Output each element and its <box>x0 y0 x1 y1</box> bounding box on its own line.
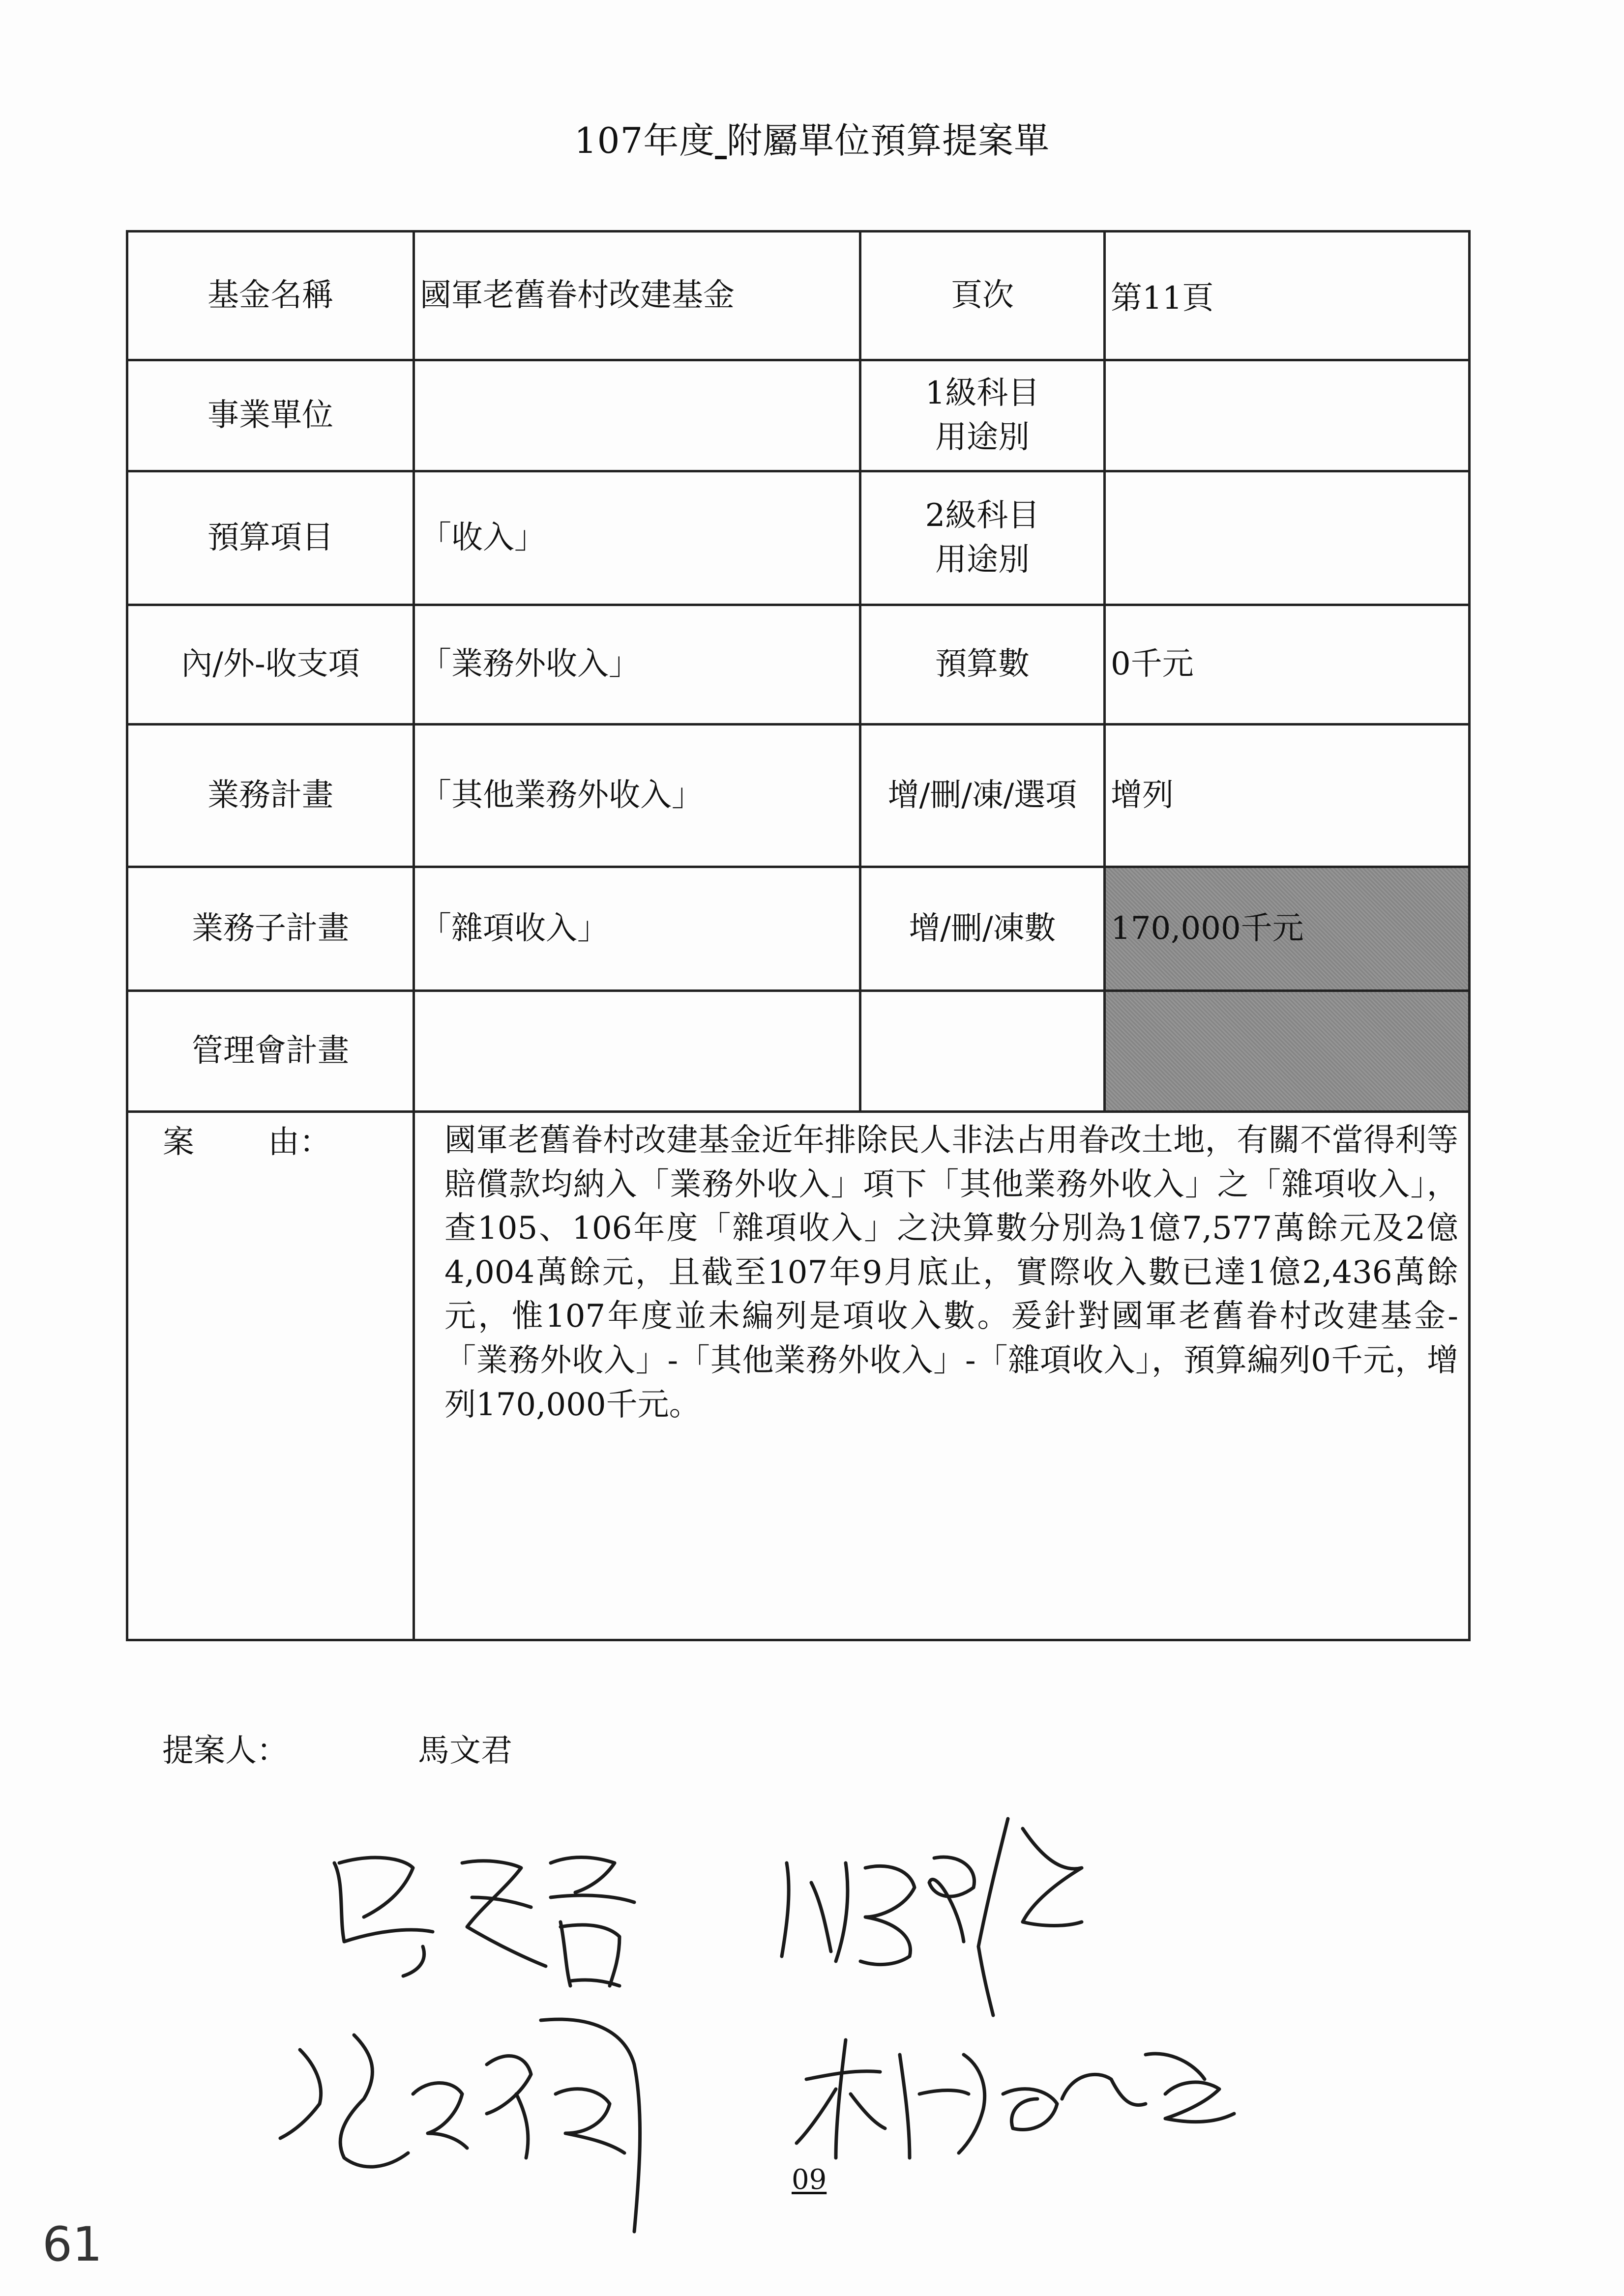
proposer-name: 馬文君 <box>418 1733 512 1769</box>
title-year: 107年度 <box>574 120 715 161</box>
action-amount-label: 增/刪/凍數 <box>860 867 1105 991</box>
signature-3 <box>280 2019 640 2232</box>
business-unit-label: 事業單位 <box>127 360 414 471</box>
income-expense-label: 內/外-收支項 <box>127 605 414 725</box>
business-plan-label: 業務計畫 <box>127 725 414 867</box>
page-value: 第11頁 <box>1105 232 1470 360</box>
business-subplan-value: 「雜項收入」 <box>414 867 860 991</box>
case-label-b: 由： <box>268 1124 331 1161</box>
level2-subject-line1: 2級科目 <box>925 497 1040 534</box>
level1-subject-line1: 1級科目 <box>925 375 1040 411</box>
action-amount-value: 170,000千元 <box>1105 867 1470 991</box>
action-option-label: 增/刪/凍/選項 <box>860 725 1105 867</box>
signature-4 <box>797 2040 1234 2158</box>
budget-amount-label: 預算數 <box>860 605 1105 725</box>
action-option-value: 增列 <box>1105 725 1470 867</box>
fund-name-label: 基金名稱 <box>127 232 414 360</box>
proposer-label: 提案人： <box>162 1733 288 1769</box>
case-reason-text: 國軍老舊眷村改建基金近年排除民人非法占用眷改土地，有關不當得利等賠償款均納入「業務外收入」項下「其他業務外收入」之「雜項收入」，查105、106年度「雜項收入」之決算數分別為1億7,577萬餘元及2億4,004萬餘元，且截至107年9月底止，實際收入數已達1億2,436萬餘元，惟107年度並未編列是項收入數。爰針對國軍老舊眷村改建基金-「業務外收入」-「其他業務外收入」-「雜項收入」，預算編列0千元，增列170,000千元。 <box>414 1112 1470 1640</box>
signature-1 <box>334 1857 634 1986</box>
signature-2 <box>782 1819 1082 2015</box>
level1-subject-line2: 用途別 <box>935 419 1030 456</box>
title-text: 附屬單位預算提案單 <box>727 120 1050 161</box>
business-subplan-label: 業務子計畫 <box>127 867 414 991</box>
business-plan-value: 「其他業務外收入」 <box>414 725 860 867</box>
case-label-a: 案 <box>163 1124 194 1161</box>
margin-number: 61 <box>42 2217 103 2272</box>
page-label: 頁次 <box>860 232 1105 360</box>
management-plan-label: 管理會計畫 <box>127 991 414 1112</box>
fund-name-value: 國軍老舊眷村改建基金 <box>414 232 860 360</box>
budget-item-value: 「收入」 <box>414 471 860 605</box>
budget-item-label: 預算項目 <box>127 471 414 605</box>
income-expense-value: 「業務外收入」 <box>414 605 860 725</box>
level2-subject-line2: 用途別 <box>935 541 1030 578</box>
budget-amount-value: 0千元 <box>1105 605 1470 725</box>
page-number: 09 <box>792 2164 827 2196</box>
